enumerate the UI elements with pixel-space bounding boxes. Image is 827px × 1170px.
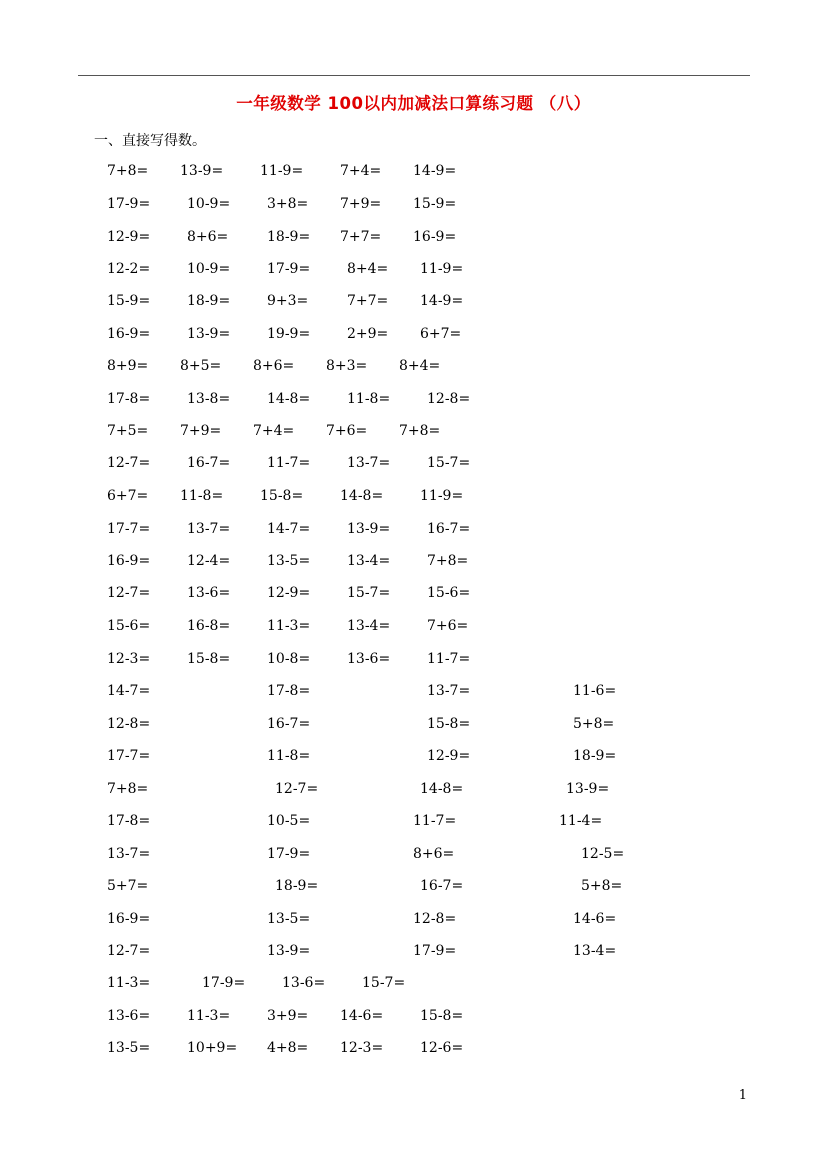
arithmetic-problem: 15-8= (187, 651, 231, 667)
section-heading: 一、直接写得数。 (94, 133, 206, 149)
problem-row (0, 940, 827, 962)
problem-row (0, 290, 827, 312)
problem-row (0, 485, 827, 507)
arithmetic-problem: 7+8= (427, 553, 469, 569)
arithmetic-problem: 16-7= (267, 716, 311, 732)
arithmetic-problem: 17-8= (107, 813, 151, 829)
arithmetic-problem: 13-6= (187, 585, 231, 601)
arithmetic-problem: 17-8= (267, 683, 311, 699)
arithmetic-problem: 17-9= (202, 975, 246, 991)
arithmetic-problem: 10-9= (187, 261, 231, 277)
arithmetic-problem: 15-9= (107, 293, 151, 309)
arithmetic-problem: 14-6= (573, 911, 617, 927)
problem-row (0, 193, 827, 215)
arithmetic-problem: 6+7= (420, 326, 462, 342)
arithmetic-problem: 13-7= (187, 521, 231, 537)
arithmetic-problem: 14-9= (413, 163, 457, 179)
arithmetic-problem: 8+5= (180, 358, 222, 374)
problem-row (0, 778, 827, 800)
arithmetic-problem: 11-9= (260, 163, 304, 179)
arithmetic-problem: 14-8= (267, 391, 311, 407)
problem-row (0, 843, 827, 865)
problem-row (0, 518, 827, 540)
arithmetic-problem: 8+4= (347, 261, 389, 277)
arithmetic-problem: 13-9= (180, 163, 224, 179)
arithmetic-problem: 12-2= (107, 261, 151, 277)
problem-row (0, 226, 827, 248)
arithmetic-problem: 12-8= (107, 716, 151, 732)
arithmetic-problem: 13-9= (347, 521, 391, 537)
problem-row (0, 680, 827, 702)
arithmetic-problem: 17-7= (107, 521, 151, 537)
arithmetic-problem: 13-9= (267, 943, 311, 959)
arithmetic-problem: 14-7= (107, 683, 151, 699)
arithmetic-problem: 13-6= (282, 975, 326, 991)
arithmetic-problem: 18-9= (573, 748, 617, 764)
arithmetic-problem: 2+9= (347, 326, 389, 342)
arithmetic-problem: 3+9= (267, 1008, 309, 1024)
arithmetic-problem: 10-8= (267, 651, 311, 667)
arithmetic-problem: 6+7= (107, 488, 149, 504)
problem-row (0, 875, 827, 897)
arithmetic-problem: 8+4= (399, 358, 441, 374)
arithmetic-problem: 13-4= (573, 943, 617, 959)
arithmetic-problem: 5+8= (573, 716, 615, 732)
problem-row (0, 972, 827, 994)
arithmetic-problem: 12-9= (107, 229, 151, 245)
arithmetic-problem: 4+8= (267, 1040, 309, 1056)
arithmetic-problem: 15-7= (427, 455, 471, 471)
arithmetic-problem: 7+6= (427, 618, 469, 634)
arithmetic-problem: 12-3= (340, 1040, 384, 1056)
arithmetic-problem: 11-8= (180, 488, 224, 504)
arithmetic-problem: 11-8= (347, 391, 391, 407)
arithmetic-problem: 17-9= (267, 846, 311, 862)
arithmetic-problem: 16-8= (187, 618, 231, 634)
arithmetic-problem: 10-9= (187, 196, 231, 212)
arithmetic-problem: 11-8= (267, 748, 311, 764)
arithmetic-problem: 9+3= (267, 293, 309, 309)
page-title: 一年级数学 100以内加减法口算练习题 （八） (236, 94, 591, 113)
arithmetic-problem: 8+6= (187, 229, 229, 245)
arithmetic-problem: 14-8= (420, 781, 464, 797)
arithmetic-problem: 13-4= (347, 553, 391, 569)
arithmetic-problem: 7+8= (107, 781, 149, 797)
arithmetic-problem: 13-4= (347, 618, 391, 634)
arithmetic-problem: 18-9= (267, 229, 311, 245)
arithmetic-problem: 8+9= (107, 358, 149, 374)
arithmetic-problem: 10-5= (267, 813, 311, 829)
arithmetic-problem: 11-3= (107, 975, 151, 991)
arithmetic-problem: 16-9= (107, 911, 151, 927)
arithmetic-problem: 11-4= (559, 813, 603, 829)
arithmetic-problem: 7+6= (326, 423, 368, 439)
arithmetic-problem: 13-6= (347, 651, 391, 667)
arithmetic-problem: 8+3= (326, 358, 368, 374)
problem-row (0, 160, 827, 182)
arithmetic-problem: 17-9= (107, 196, 151, 212)
arithmetic-problem: 12-8= (413, 911, 457, 927)
problem-row (0, 615, 827, 637)
arithmetic-problem: 13-9= (187, 326, 231, 342)
arithmetic-problem: 8+6= (413, 846, 455, 862)
arithmetic-problem: 11-7= (413, 813, 457, 829)
arithmetic-problem: 13-5= (267, 553, 311, 569)
problem-row (0, 908, 827, 930)
arithmetic-problem: 7+7= (347, 293, 389, 309)
problem-row (0, 323, 827, 345)
problem-row (0, 452, 827, 474)
arithmetic-problem: 13-7= (347, 455, 391, 471)
arithmetic-problem: 10+9= (187, 1040, 238, 1056)
arithmetic-problem: 15-7= (347, 585, 391, 601)
arithmetic-problem: 7+9= (180, 423, 222, 439)
problem-row (0, 1005, 827, 1027)
arithmetic-problem: 16-7= (420, 878, 464, 894)
page-number: 1 (738, 1088, 747, 1103)
problem-row (0, 648, 827, 670)
arithmetic-problem: 7+7= (340, 229, 382, 245)
arithmetic-problem: 16-9= (107, 553, 151, 569)
arithmetic-problem: 12-9= (427, 748, 471, 764)
arithmetic-problem: 7+8= (107, 163, 149, 179)
arithmetic-problem: 13-7= (427, 683, 471, 699)
arithmetic-problem: 17-9= (413, 943, 457, 959)
arithmetic-problem: 17-8= (107, 391, 151, 407)
arithmetic-problem: 13-5= (107, 1040, 151, 1056)
arithmetic-problem: 5+8= (581, 878, 623, 894)
arithmetic-problem: 18-9= (275, 878, 319, 894)
arithmetic-problem: 13-9= (566, 781, 610, 797)
arithmetic-problem: 14-8= (340, 488, 384, 504)
arithmetic-problem: 11-6= (573, 683, 617, 699)
arithmetic-problem: 11-7= (267, 455, 311, 471)
arithmetic-problem: 7+4= (253, 423, 295, 439)
arithmetic-problem: 16-7= (427, 521, 471, 537)
arithmetic-problem: 12-5= (581, 846, 625, 862)
arithmetic-problem: 12-7= (107, 943, 151, 959)
problem-row (0, 258, 827, 280)
arithmetic-problem: 13-7= (107, 846, 151, 862)
arithmetic-problem: 16-9= (107, 326, 151, 342)
arithmetic-problem: 15-7= (362, 975, 406, 991)
arithmetic-problem: 13-6= (107, 1008, 151, 1024)
arithmetic-problem: 14-7= (267, 521, 311, 537)
arithmetic-problem: 7+5= (107, 423, 149, 439)
arithmetic-problem: 11-7= (427, 651, 471, 667)
arithmetic-problem: 17-9= (267, 261, 311, 277)
arithmetic-problem: 12-4= (187, 553, 231, 569)
problem-row (0, 810, 827, 832)
arithmetic-problem: 12-9= (267, 585, 311, 601)
arithmetic-problem: 12-3= (107, 651, 151, 667)
problem-row (0, 355, 827, 377)
problem-row (0, 582, 827, 604)
arithmetic-problem: 19-9= (267, 326, 311, 342)
arithmetic-problem: 15-6= (107, 618, 151, 634)
arithmetic-problem: 15-9= (413, 196, 457, 212)
arithmetic-problem: 7+8= (399, 423, 441, 439)
arithmetic-problem: 15-8= (427, 716, 471, 732)
arithmetic-problem: 3+8= (267, 196, 309, 212)
arithmetic-problem: 15-6= (427, 585, 471, 601)
arithmetic-problem: 17-7= (107, 748, 151, 764)
arithmetic-problem: 7+9= (340, 196, 382, 212)
arithmetic-problem: 12-6= (420, 1040, 464, 1056)
problem-row (0, 745, 827, 767)
arithmetic-problem: 12-8= (427, 391, 471, 407)
arithmetic-problem: 15-8= (260, 488, 304, 504)
problem-row (0, 1037, 827, 1059)
arithmetic-problem: 16-9= (413, 229, 457, 245)
arithmetic-problem: 12-7= (275, 781, 319, 797)
problem-row (0, 550, 827, 572)
arithmetic-problem: 14-9= (420, 293, 464, 309)
arithmetic-problem: 11-3= (187, 1008, 231, 1024)
arithmetic-problem: 16-7= (187, 455, 231, 471)
arithmetic-problem: 11-3= (267, 618, 311, 634)
arithmetic-problem: 12-7= (107, 585, 151, 601)
problem-row (0, 388, 827, 410)
arithmetic-problem: 11-9= (420, 488, 464, 504)
arithmetic-problem: 7+4= (340, 163, 382, 179)
arithmetic-problem: 8+6= (253, 358, 295, 374)
arithmetic-problem: 13-8= (187, 391, 231, 407)
arithmetic-problem: 13-5= (267, 911, 311, 927)
arithmetic-problem: 11-9= (420, 261, 464, 277)
arithmetic-problem: 18-9= (187, 293, 231, 309)
arithmetic-problem: 5+7= (107, 878, 149, 894)
problem-row (0, 420, 827, 442)
arithmetic-problem: 14-6= (340, 1008, 384, 1024)
arithmetic-problem: 12-7= (107, 455, 151, 471)
arithmetic-problem: 15-8= (420, 1008, 464, 1024)
problem-row (0, 713, 827, 735)
